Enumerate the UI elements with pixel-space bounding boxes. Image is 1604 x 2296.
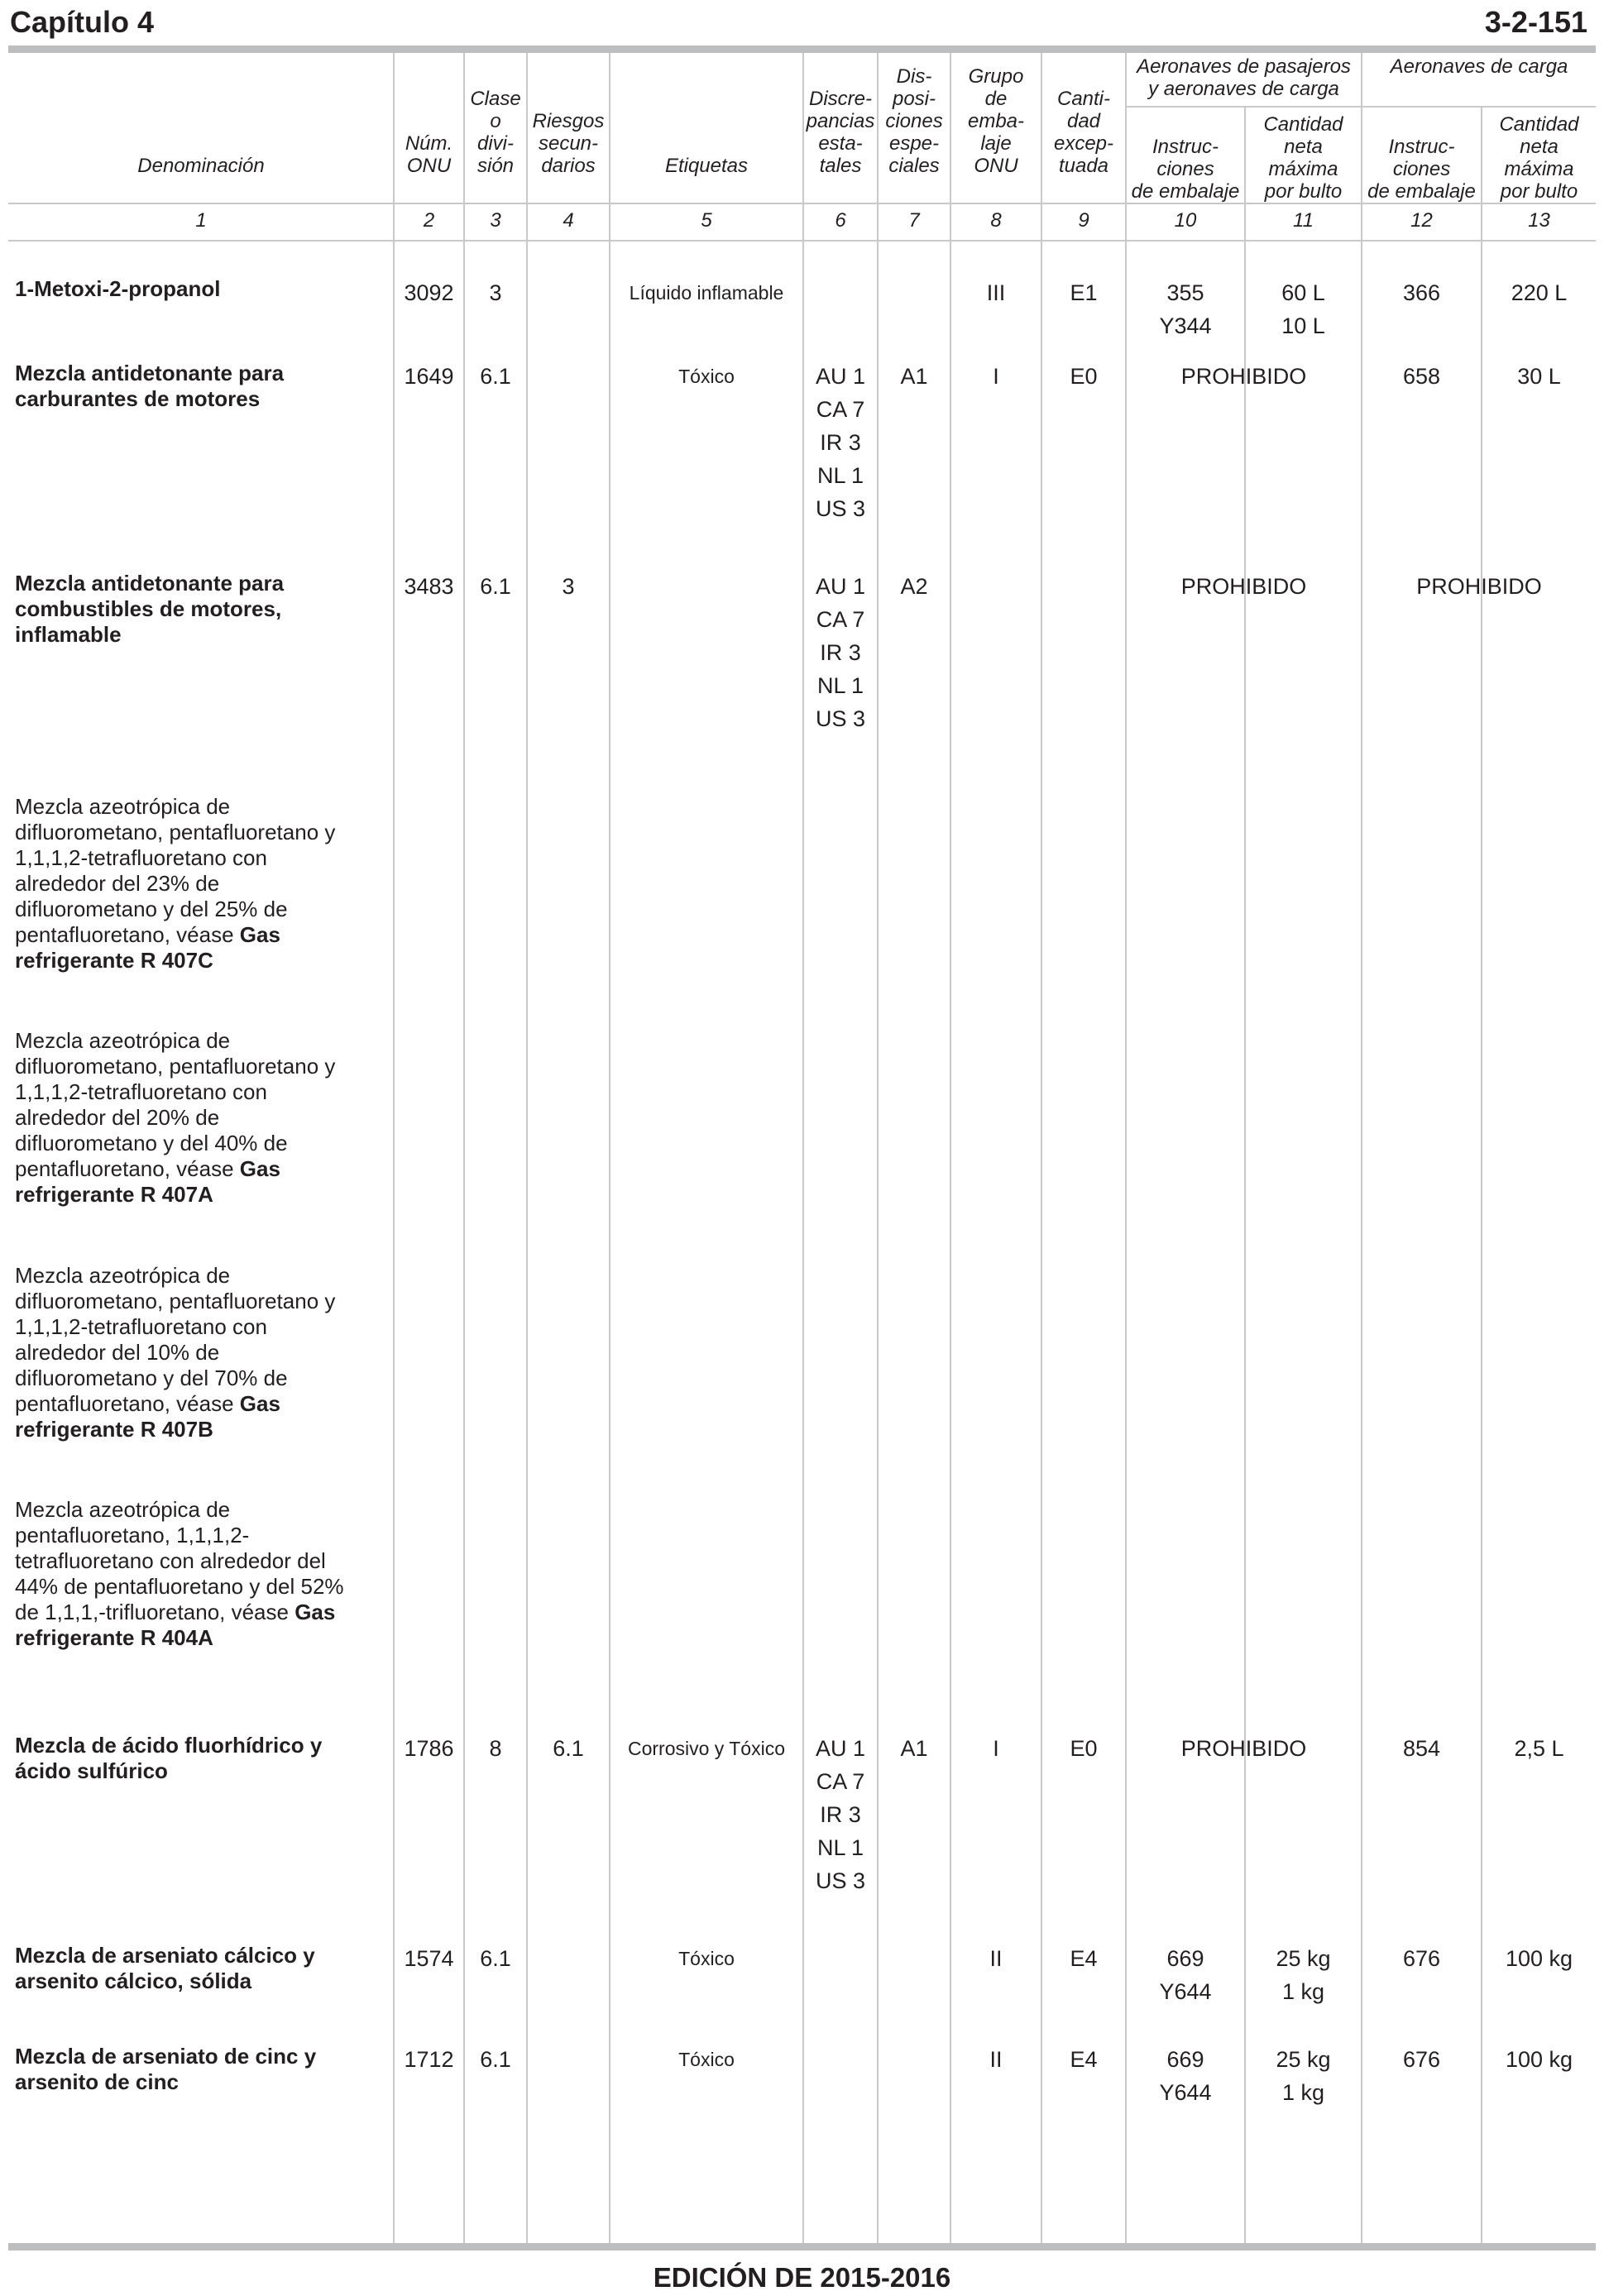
row-name-line: 1,1,1,2-tetrafluoretano con (15, 1079, 267, 1104)
col-number: 3 (490, 209, 501, 232)
cell-pas-instrucciones: 669 Y644 (1159, 1946, 1212, 2004)
cell-etiquetas: Líquido inflamable (629, 282, 784, 304)
cell-cantidad-exceptuada: E0 (1070, 1736, 1098, 1761)
cell-carga-cantidad: 100 kg (1505, 2047, 1573, 2072)
row-name-line: 1,1,1,2-tetrafluoretano con (15, 845, 267, 870)
cell-carga-cantidad: 2,5 L (1514, 1736, 1564, 1761)
cell-carga-cantidad: 30 L (1517, 364, 1561, 389)
cell-un: 1786 (404, 1736, 454, 1761)
row-name-line: difluorometano, pentafluoretano y (15, 1289, 336, 1313)
col-number: 10 (1174, 209, 1197, 232)
col-number: 8 (990, 209, 1002, 232)
row-name (15, 1028, 379, 1208)
cell-discrepancias: AU 1 CA 7 IR 3 NL 1 US 3 (815, 1736, 866, 1893)
cell-etiquetas: Tóxico (678, 1948, 735, 1969)
cell-disposiciones: A1 (900, 1736, 928, 1761)
row-name-line: Mezcla azeotrópica de (15, 1028, 231, 1053)
cell-un: 3092 (404, 280, 454, 305)
cross-reference: refrigerante R 407B (15, 1417, 213, 1442)
cell-clase: 3 (489, 280, 502, 305)
cell-un: 1712 (404, 2047, 454, 2072)
col-number: 11 (1293, 209, 1314, 232)
row-name-line: alrededor del 20% de (15, 1105, 220, 1130)
cell-pas-instrucciones: 669 Y644 (1159, 2047, 1212, 2105)
row-name-line: difluorometano, pentafluoretano y (15, 1054, 336, 1079)
cross-reference: refrigerante R 407A (15, 1182, 213, 1207)
cell-etiquetas: Corrosivo y Tóxico (627, 1738, 786, 1759)
cross-reference: Gas (239, 922, 280, 947)
row-name: Mezcla de arseniato de cinc y arsenito de cinc (15, 2044, 317, 2094)
col-number: 5 (701, 209, 712, 232)
cross-reference: Gas (239, 1156, 280, 1181)
cell-clase: 6.1 (480, 1946, 511, 1971)
col-divider (526, 53, 528, 2246)
col-number: 9 (1078, 209, 1089, 232)
col-header-aeronaves-carga: Aeronaves de carga (1390, 55, 1568, 78)
row-name-line: Mezcla azeotrópica de (15, 1497, 231, 1522)
row-name: Mezcla de ácido fluorhídrico y ácido sulfúrico (15, 1733, 323, 1783)
header-divider (8, 203, 1596, 204)
row-name-line: 44% de pentafluoretano y del 52% (15, 1574, 344, 1599)
cell-cantidad-exceptuada: E0 (1070, 364, 1098, 389)
cell-carga-instrucciones: 854 (1402, 1736, 1441, 1761)
col-header-denominacion: Denominación (137, 155, 265, 177)
row-name (15, 1263, 379, 1442)
cross-reference: refrigerante R 407C (15, 948, 213, 973)
cell-pas-cantidad: 25 kg 1 kg (1276, 2047, 1331, 2105)
cross-reference: refrigerante R 404A (15, 1625, 213, 1650)
row-name-line: difluorometano y del 25% de (15, 897, 288, 921)
row-name-line: difluorometano y del 40% de (15, 1131, 288, 1155)
col-number: 6 (835, 209, 846, 232)
row-name-line: difluorometano y del 70% de (15, 1366, 288, 1390)
cell-grupo: I (993, 364, 999, 389)
col-divider (1244, 108, 1246, 2246)
cell-carga-instrucciones: 366 (1402, 280, 1441, 305)
cell-grupo: I (993, 1736, 999, 1761)
col-header-carga-cantidad: Cantidad neta máxima por bulto (1499, 113, 1579, 203)
row-name-line: 1,1,1,2-tetrafluoretano con (15, 1314, 267, 1339)
row-name-line: pentafluoretano, véase (15, 922, 240, 947)
col-number: 1 (195, 209, 207, 232)
cell-carga-instrucciones: 658 (1402, 364, 1441, 389)
col-header-discrepancias: Discre- pancias esta- tales (806, 88, 875, 177)
cell-grupo: II (989, 1946, 1003, 1971)
col-header-pas-instrucciones: Instruc- ciones de embalaje (1131, 136, 1240, 203)
cell-clase: 6.1 (480, 2047, 511, 2072)
bottom-rule (8, 2243, 1596, 2251)
cell-pas-prohibido: PROHIBIDO (1180, 574, 1307, 599)
cell-riesgos: 3 (562, 574, 575, 599)
cell-pas-prohibido: PROHIBIDO (1180, 364, 1307, 389)
col-header-cantidad-exceptuada: Canti- dad excep- tuada (1053, 88, 1114, 177)
cell-carga-instrucciones: 676 (1402, 1946, 1441, 1971)
cross-reference: Gas (239, 1391, 280, 1416)
cell-discrepancias: AU 1 CA 7 IR 3 NL 1 US 3 (815, 364, 866, 521)
cell-etiquetas: Tóxico (678, 2049, 735, 2070)
col-number: 13 (1528, 209, 1550, 232)
col-number: 12 (1410, 209, 1433, 232)
cell-cantidad-exceptuada: E1 (1070, 280, 1098, 305)
col-header-disposiciones: Dis- posi- ciones espe- ciales (885, 65, 943, 177)
row-name-line: alrededor del 23% de (15, 871, 220, 896)
cell-un: 1574 (404, 1946, 454, 1971)
cell-cantidad-exceptuada: E4 (1070, 1946, 1098, 1971)
row-name-line: pentafluoretano, véase (15, 1156, 240, 1181)
row-name-line: Mezcla azeotrópica de (15, 1263, 231, 1288)
row-name-line: de 1,1,1,-trifluoretano, véase (15, 1600, 295, 1624)
cell-cantidad-exceptuada: E4 (1070, 2047, 1098, 2072)
col-header-riesgos: Riesgos secun- darios (532, 110, 605, 177)
col-header-etiquetas: Etiquetas (664, 155, 749, 177)
cell-un: 1649 (404, 364, 454, 389)
cell-pas-instrucciones: 355 Y344 (1159, 280, 1212, 338)
row-name (15, 794, 379, 973)
cell-un: 3483 (404, 574, 454, 599)
col-header-num-onu: Núm. ONU (405, 132, 453, 177)
group-divider (1125, 106, 1596, 108)
cell-grupo: III (986, 280, 1006, 305)
row-name-line: Mezcla azeotrópica de (15, 794, 231, 819)
col-number: 4 (563, 209, 574, 232)
edition-footer: EDICIÓN DE 2015-2016 (653, 2262, 951, 2293)
row-name-line: alrededor del 10% de (15, 1340, 220, 1365)
col-header-grupo: Grupo de emba- laje ONU (967, 65, 1025, 177)
cell-carga-cantidad: 220 L (1511, 280, 1568, 305)
cell-pas-cantidad: 60 L 10 L (1281, 280, 1325, 338)
row-name: 1-Metoxi-2-propanol (15, 276, 221, 301)
page-number: 3-2-151 (1484, 5, 1587, 39)
cell-clase: 8 (489, 1736, 502, 1761)
cell-discrepancias: AU 1 CA 7 IR 3 NL 1 US 3 (815, 574, 866, 731)
cell-pas-cantidad: 25 kg 1 kg (1276, 1946, 1331, 2004)
col-number: 7 (908, 209, 920, 232)
chapter-title: Capítulo 4 (10, 5, 155, 39)
cell-etiquetas: Tóxico (678, 366, 735, 387)
cell-carga-instrucciones: 676 (1402, 2047, 1441, 2072)
cell-pas-prohibido: PROHIBIDO (1180, 1736, 1307, 1761)
top-rule (8, 45, 1596, 53)
col-number: 2 (423, 209, 435, 232)
cell-clase: 6.1 (480, 574, 511, 599)
cell-disposiciones: A1 (900, 364, 928, 389)
row-name: Mezcla antidetonante para combustibles de motores, inflamable (15, 571, 285, 647)
row-name (15, 1497, 379, 1651)
col-header-pas-cantidad: Cantidad neta máxima por bulto (1263, 113, 1343, 203)
col-header-carga-instrucciones: Instruc- ciones de embalaje (1367, 136, 1476, 203)
cross-reference: Gas (294, 1600, 336, 1624)
row-name-line: pentafluoretano, véase (15, 1391, 240, 1416)
col-header-aeronaves-pasajeros: Aeronaves de pasajeros y aeronaves de carga (1137, 55, 1351, 100)
cell-riesgos: 6.1 (553, 1736, 584, 1761)
row-name: Mezcla antidetonante para carburantes de motores (15, 361, 285, 411)
cell-clase: 6.1 (480, 364, 511, 389)
cell-disposiciones: A2 (900, 574, 928, 599)
cell-carga-prohibido: PROHIBIDO (1416, 574, 1542, 599)
header-divider (8, 240, 1596, 242)
row-name: Mezcla de arseniato cálcico y arsenito cálcico, sólida (15, 1943, 315, 1993)
col-header-clase: Clase o divi- sión (470, 88, 521, 177)
row-name-line: difluorometano, pentafluoretano y (15, 820, 336, 844)
row-name-line: tetrafluoretano con alrededor del (15, 1548, 326, 1573)
row-name-line: pentafluoretano, 1,1,1,2- (15, 1523, 250, 1547)
cell-carga-cantidad: 100 kg (1505, 1946, 1573, 1971)
col-divider (1481, 108, 1482, 2246)
cell-grupo: II (989, 2047, 1003, 2072)
